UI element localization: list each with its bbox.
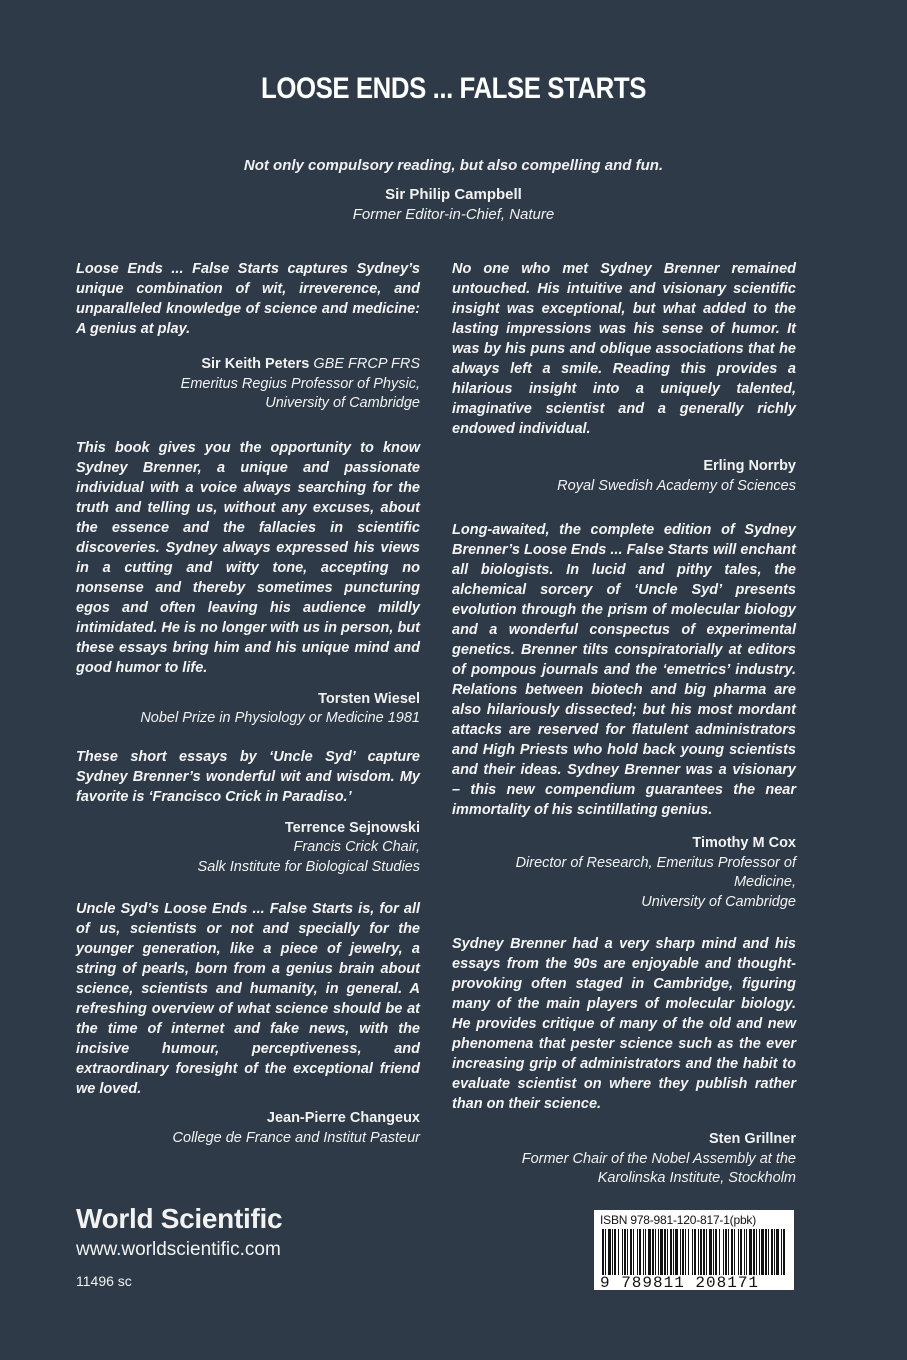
left-column bbox=[76, 259, 420, 1170]
endorser-affiliation: University of Cambridge bbox=[265, 395, 420, 411]
endorser-affiliation: Karolinska Institute, Stockholm bbox=[597, 1170, 796, 1186]
endorser-affiliation: Nobel Prize in Physiology or Medicine 1981 bbox=[140, 710, 420, 726]
endorser-affiliation: College de France and Institut Pasteur bbox=[172, 1129, 420, 1146]
blurb-attribution bbox=[452, 457, 796, 496]
top-endorsement-quote: Not only compulsory reading, but also compelling and fun. bbox=[243, 157, 664, 174]
top-endorsement bbox=[0, 157, 907, 223]
endorser-affiliation: Emeritus Regius Professor of Physic, bbox=[180, 375, 420, 392]
blurb-attribution bbox=[76, 690, 420, 729]
barcode-bars bbox=[600, 1229, 788, 1275]
publisher-block bbox=[76, 1203, 282, 1289]
endorser-name: Sten Grillner bbox=[708, 1131, 796, 1147]
blurb-quote: Loose Ends ... False Starts captures Sydney’s unique combination of wit, irreverence, and unparalleled knowledge of science and medicine: A genius at play. bbox=[76, 261, 420, 337]
blurb bbox=[76, 259, 420, 414]
endorser-affiliation: Director of Research, Emeritus Professor of Medicine, bbox=[515, 854, 796, 890]
blurb bbox=[76, 747, 420, 878]
endorser-affiliation: Salk Institute for Biological Studies bbox=[197, 858, 420, 875]
publisher-logo: World Scientific bbox=[76, 1203, 283, 1234]
endorser-affiliation: Former Chair of the Nobel Assembly at the bbox=[521, 1150, 796, 1167]
endorser-affiliation: University of Cambridge bbox=[641, 893, 796, 910]
blurb-attribution bbox=[452, 1130, 796, 1189]
book-title: LOOSE ENDS ... FALSE STARTS bbox=[260, 72, 646, 105]
product-code: 11496 sc bbox=[76, 1273, 132, 1289]
endorser-name: Sir Keith Peters bbox=[201, 356, 310, 372]
blurb bbox=[452, 259, 796, 496]
blurb-quote: Long-awaited, the complete edition of Sydney Brenner’s Loose Ends ... False Starts will enchant all biologists. In lucid and pithy tales, the alchemical sorcery of ‘Uncle Syd’ presents evolution through the prism of molecular biology and a wonderful conspectus of experimental genetics. Brenner tilts conspiratorially at editors of pompous journals and the ‘emetrics’ industry. Relations between biotech and big pharma are also hilariously dissected; but his most mordant attacks are reserved for flatulent administrators and High Priests who hold back young scientists and their ideas. Sydney Brenner was a visionary – this new compendium guarantees the near immortality of his scintillating genius. bbox=[452, 522, 796, 818]
endorser-affiliation: Francis Crick Chair, bbox=[293, 839, 420, 855]
endorser-affiliation: Royal Swedish Academy of Sciences bbox=[557, 477, 796, 494]
endorser-name: Terrence Sejnowski bbox=[284, 819, 420, 836]
blurb-quote: These short essays by ‘Uncle Syd’ capture Sydney Brenner’s wonderful wit and wisdom. My favorite is ‘Francisco Crick in Paradiso.’ bbox=[76, 748, 420, 805]
blurb-quote: No one who met Sydney Brenner remained untouched. His intuitive and visionary scientific insight was exceptional, but what added to the lasting impressions was his sense of humor. It was by his puns and oblique associations that he always left a smile. Reading this provides a hilarious insight into a uniquely talented, imaginative scientist and a generally richly endowed individual. bbox=[452, 261, 796, 437]
publisher-url: www.worldscientific.com bbox=[76, 1239, 281, 1260]
isbn-label: ISBN 978-981-120-817-1(pbk) bbox=[600, 1213, 757, 1227]
blurb-attribution bbox=[76, 1109, 420, 1148]
blurb-attribution bbox=[76, 819, 420, 878]
isbn-barcode bbox=[594, 1210, 794, 1290]
endorser-credentials: GBE FRCP FRS bbox=[313, 356, 420, 372]
endorser-name: Erling Norrby bbox=[703, 458, 796, 474]
blurb bbox=[452, 520, 796, 912]
top-endorsement-name: Sir Philip Campbell bbox=[385, 186, 522, 203]
endorser-name: Timothy M Cox bbox=[692, 835, 796, 851]
endorser-name: Jean-Pierre Changeux bbox=[266, 1110, 420, 1126]
right-column bbox=[452, 259, 796, 1211]
endorser-name: Torsten Wiesel bbox=[318, 690, 420, 707]
blurb-attribution bbox=[452, 834, 796, 912]
blurb bbox=[76, 438, 420, 729]
blurb-quote: Uncle Syd’s Loose Ends ... False Starts is, for all of us, scientists or not and specially for the younger generation, like a piece of jewelry, a string of pearls, born from a genius brain about science, scientists and humanity, in general. A refreshing overview of what science should be at the time of internet and fake news, with the incisive humour, perceptiveness, and extraordinary foresight of the exceptional friend we loved. bbox=[76, 901, 420, 1097]
blurb-quote: Sydney Brenner had a very sharp mind and his essays from the 90s are enjoyable and thought-provoking often staged in Cambridge, figuring many of the main players of molecular biology. He provides critique of many of the old and new phenomena that pester science such as the ever increasing grip of administrators and the habit to evaluate scientist on where they publish rather than on their science. bbox=[452, 936, 796, 1112]
blurb bbox=[76, 899, 420, 1148]
blurb bbox=[452, 934, 796, 1189]
blurb-quote: This book gives you the opportunity to know Sydney Brenner, a unique and passionate individual with a voice always searching for the truth and telling us, without any excuses, about the essence and the fallacies in scientific discoveries. Sydney always expressed his views in a cutting and witty tone, accepting no nonsense and thereby sometimes puncturing egos and often leaving his audience mildly intimidated. He is no longer with us in person, but these essays bring him and his unique mind and good humor to life. bbox=[76, 439, 420, 676]
blurb-attribution bbox=[76, 355, 420, 414]
top-endorsement-affiliation: Former Editor-in-Chief, Nature bbox=[352, 206, 555, 223]
barcode-digits: 9 789811 208171 bbox=[600, 1274, 760, 1292]
